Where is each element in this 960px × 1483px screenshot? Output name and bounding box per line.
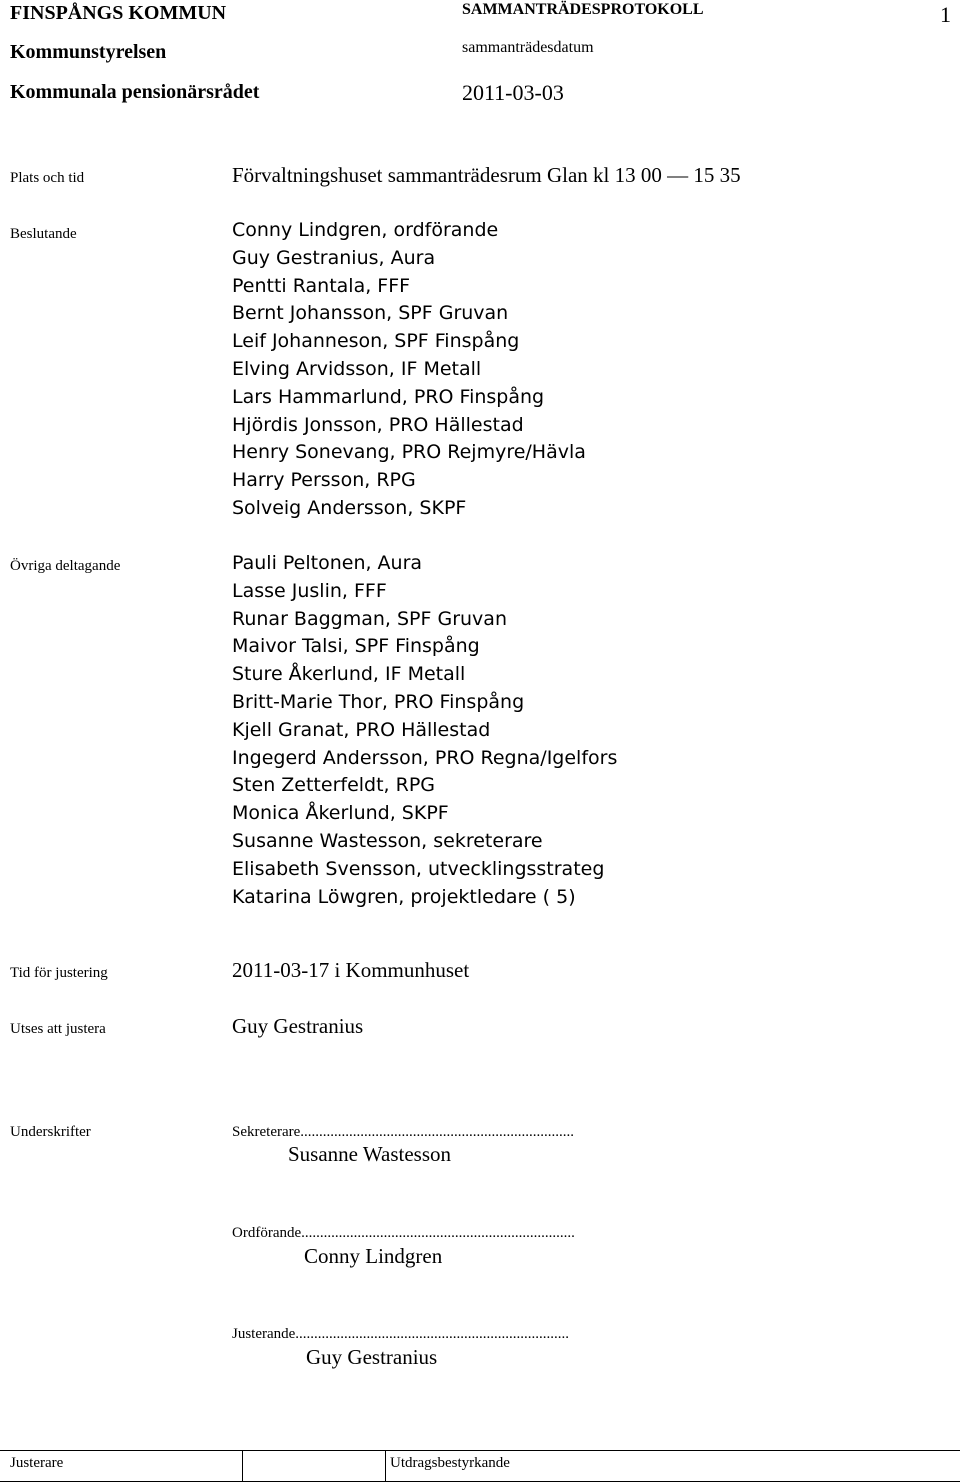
other-participants-label: Övriga deltagande <box>10 558 121 574</box>
voting-members-label: Beslutande <box>10 226 77 242</box>
board-name: Kommunstyrelsen <box>10 41 167 63</box>
list-item: Ingegerd Andersson, PRO Regna/Igelfors <box>232 746 618 769</box>
list-item: Pentti Rantala, FFF <box>232 274 411 297</box>
footer-certificate-label: Utdragsbestyrkande <box>390 1455 510 1471</box>
voting-members-list <box>232 217 586 523</box>
list-item: Britt-Marie Thor, PRO Finspång <box>232 690 525 713</box>
list-item: Lasse Juslin, FFF <box>232 579 387 602</box>
other-participants-list <box>232 550 617 911</box>
document-type: SAMMANTRÄDESPROTOKOLL <box>462 1 704 18</box>
list-item: Solveig Andersson, SKPF <box>232 496 467 519</box>
list-item: Kjell Granat, PRO Hällestad <box>232 718 491 741</box>
page-number: 1 <box>940 2 951 27</box>
list-item: Guy Gestranius, Aura <box>232 246 436 269</box>
list-item: Katarina Löwgren, projektledare ( 5) <box>232 885 576 908</box>
adjustment-time-value: 2011-03-17 i Kommunhuset <box>232 958 470 982</box>
list-item: Bernt Johansson, SPF Gruvan <box>232 302 509 325</box>
list-item: Monica Åkerlund, SKPF <box>232 802 449 825</box>
footer-divider <box>242 1450 243 1482</box>
council-name: Kommunala pensionärsrådet <box>10 81 260 103</box>
list-item: Leif Johanneson, SPF Finspång <box>232 330 520 353</box>
footer-adjusters-label: Justerare <box>10 1455 64 1471</box>
list-item: Hjördis Jonsson, PRO Hällestad <box>232 413 524 436</box>
meeting-date-label: sammanträdesdatum <box>462 39 594 56</box>
meeting-date: 2011-03-03 <box>462 80 564 105</box>
list-item: Elving Arvidsson, IF Metall <box>232 357 482 380</box>
chair-name: Conny Lindgren <box>304 1244 443 1268</box>
footer-divider <box>385 1450 386 1482</box>
adjuster-signature-line: Justerande......................................................................... <box>232 1326 570 1342</box>
secretary-name: Susanne Wastesson <box>288 1142 451 1166</box>
venue-label: Plats och tid <box>10 170 85 186</box>
venue-value: Förvaltningshuset sammanträdesrum Glan kl 13 00 — 15 35 <box>232 163 741 187</box>
list-item: Sten Zetterfeldt, RPG <box>232 774 436 797</box>
adjuster-value: Guy Gestranius <box>232 1014 364 1038</box>
signatures-label: Underskrifter <box>10 1124 91 1140</box>
adjuster-name: Guy Gestranius <box>306 1345 438 1369</box>
list-item: Henry Sonevang, PRO Rejmyre/Hävla <box>232 441 586 464</box>
list-item: Elisabeth Svensson, utvecklingsstrateg <box>232 857 605 880</box>
list-item: Lars Hammarlund, PRO Finspång <box>232 385 545 408</box>
list-item: Sture Åkerlund, IF Metall <box>232 663 466 686</box>
list-item: Pauli Peltonen, Aura <box>232 552 423 574</box>
list-item: Susanne Wastesson, sekreterare <box>232 829 543 852</box>
organization-name: FINSPÅNGS KOMMUN <box>10 2 227 24</box>
adjustment-time-label: Tid för justering <box>10 965 108 981</box>
chair-signature-line: Ordförande......................................................................... <box>232 1225 575 1241</box>
list-item: Conny Lindgren, ordförande <box>232 219 499 241</box>
list-item: Harry Persson, RPG <box>232 469 416 492</box>
adjuster-label: Utses att justera <box>10 1021 106 1037</box>
list-item: Runar Baggman, SPF Gruvan <box>232 607 507 630</box>
list-item: Maivor Talsi, SPF Finspång <box>232 635 480 658</box>
secretary-signature-line: Sekreterare......................................................................... <box>232 1124 575 1140</box>
